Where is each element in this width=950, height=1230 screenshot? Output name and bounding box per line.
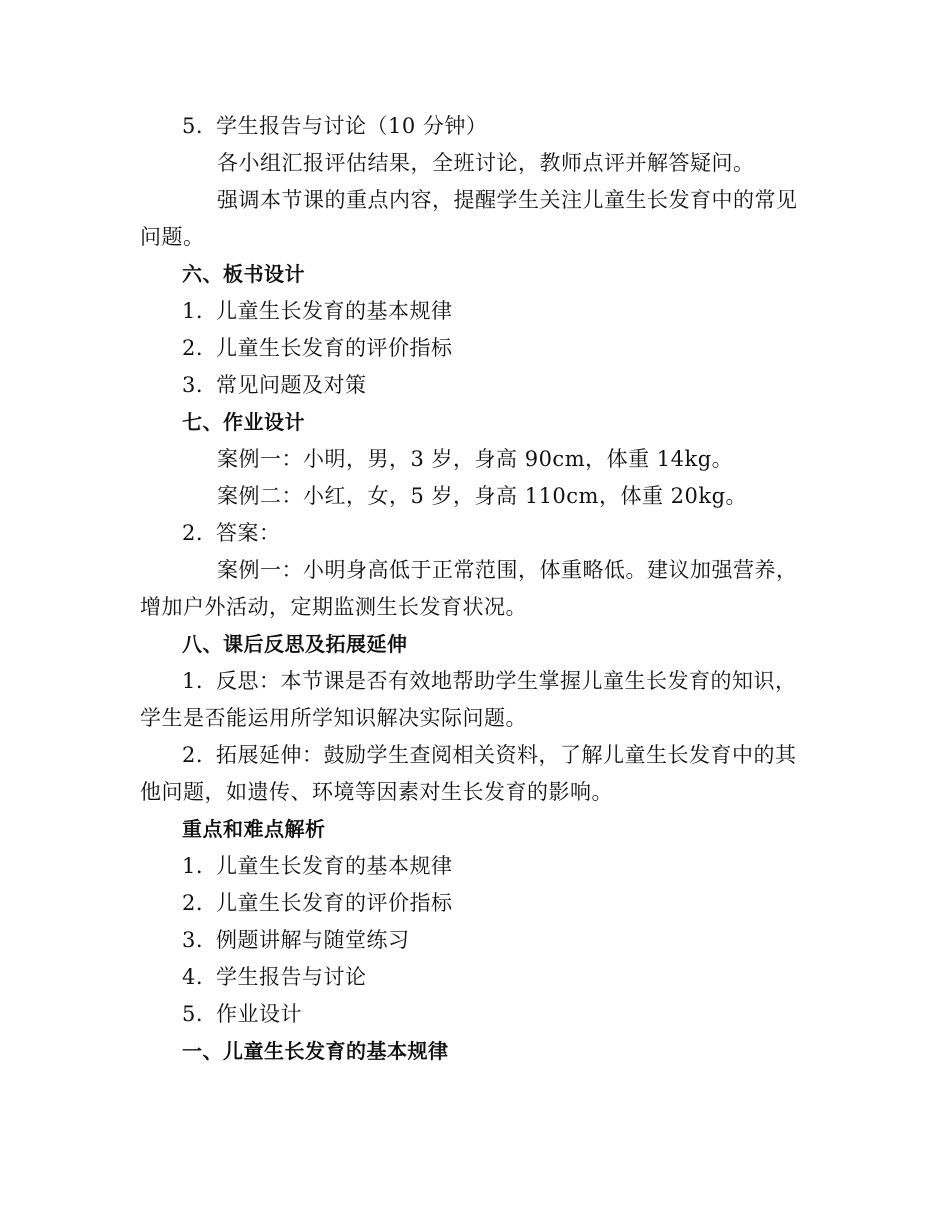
list-item [182,330,862,367]
paragraph-line: 各小组汇报评估结果，全班讨论，教师点评并解答疑问。 [217,151,755,175]
list-item [182,996,862,1033]
section-heading: 六、板书设计 [182,262,305,286]
list-number: 2. [182,891,204,915]
paragraph-line: 增加户外活动，定期监测生长发育状况。 [140,595,527,619]
list-text: 答案： [216,521,281,545]
list-number: 1. [182,299,204,323]
section-heading: 重点和难点解析 [182,817,326,841]
list-text: 学生报告与讨论（10 分钟） [216,114,488,138]
list-text: 儿童生长发育的基本规律 [216,854,453,878]
list-number: 2. [182,743,204,767]
list-text: 拓展延伸：鼓励学生查阅相关资料，了解儿童生长发育中的其 [216,743,797,767]
list-text: 儿童生长发育的评价指标 [216,891,453,915]
paragraph-line: 案例一：小明身高低于正常范围，体重略低。建议加强营养， [217,558,798,582]
paragraph-line: 案例二：小红，女，5 岁，身高 110cm，体重 20kg。 [217,484,748,508]
list-number: 1. [182,669,204,693]
list-text: 儿童生长发育的评价指标 [216,336,453,360]
list-number: 2. [182,336,204,360]
list-item [182,885,862,922]
section-heading: 八、课后反思及拓展延伸 [182,632,408,656]
list-text: 作业设计 [216,1002,302,1026]
list-number: 3. [182,928,204,952]
list-number: 5. [182,114,204,138]
paragraph-line: 他问题，如遗传、环境等因素对生长发育的影响。 [140,780,613,804]
list-text: 反思：本节课是否有效地帮助学生掌握儿童生长发育的知识， [216,669,797,693]
paragraph-line: 强调本节课的重点内容，提醒学生关注儿童生长发育中的常见 [217,188,798,212]
section-heading: 七、作业设计 [182,410,305,434]
list-item [182,663,862,700]
list-text: 儿童生长发育的基本规律 [216,299,453,323]
list-number: 3. [182,373,204,397]
list-text: 例题讲解与随堂练习 [216,928,410,952]
list-text: 学生报告与讨论 [216,965,367,989]
list-item [182,108,862,145]
list-number: 4. [182,965,204,989]
list-item [182,293,862,330]
list-item [182,959,862,996]
list-item [182,922,862,959]
paragraph-line: 案例一：小明，男，3 岁，身高 90cm，体重 14kg。 [217,447,734,471]
list-number: 1. [182,854,204,878]
section-heading: 一、儿童生长发育的基本规律 [182,1039,449,1063]
list-item [182,515,862,552]
paragraph-line: 学生是否能运用所学知识解决实际问题。 [140,706,527,730]
paragraph-line: 问题。 [140,225,205,249]
list-item [182,848,862,885]
list-item [182,367,862,404]
list-number: 5. [182,1002,204,1026]
list-text: 常见问题及对策 [216,373,367,397]
list-number: 2. [182,521,204,545]
list-item [182,737,862,774]
